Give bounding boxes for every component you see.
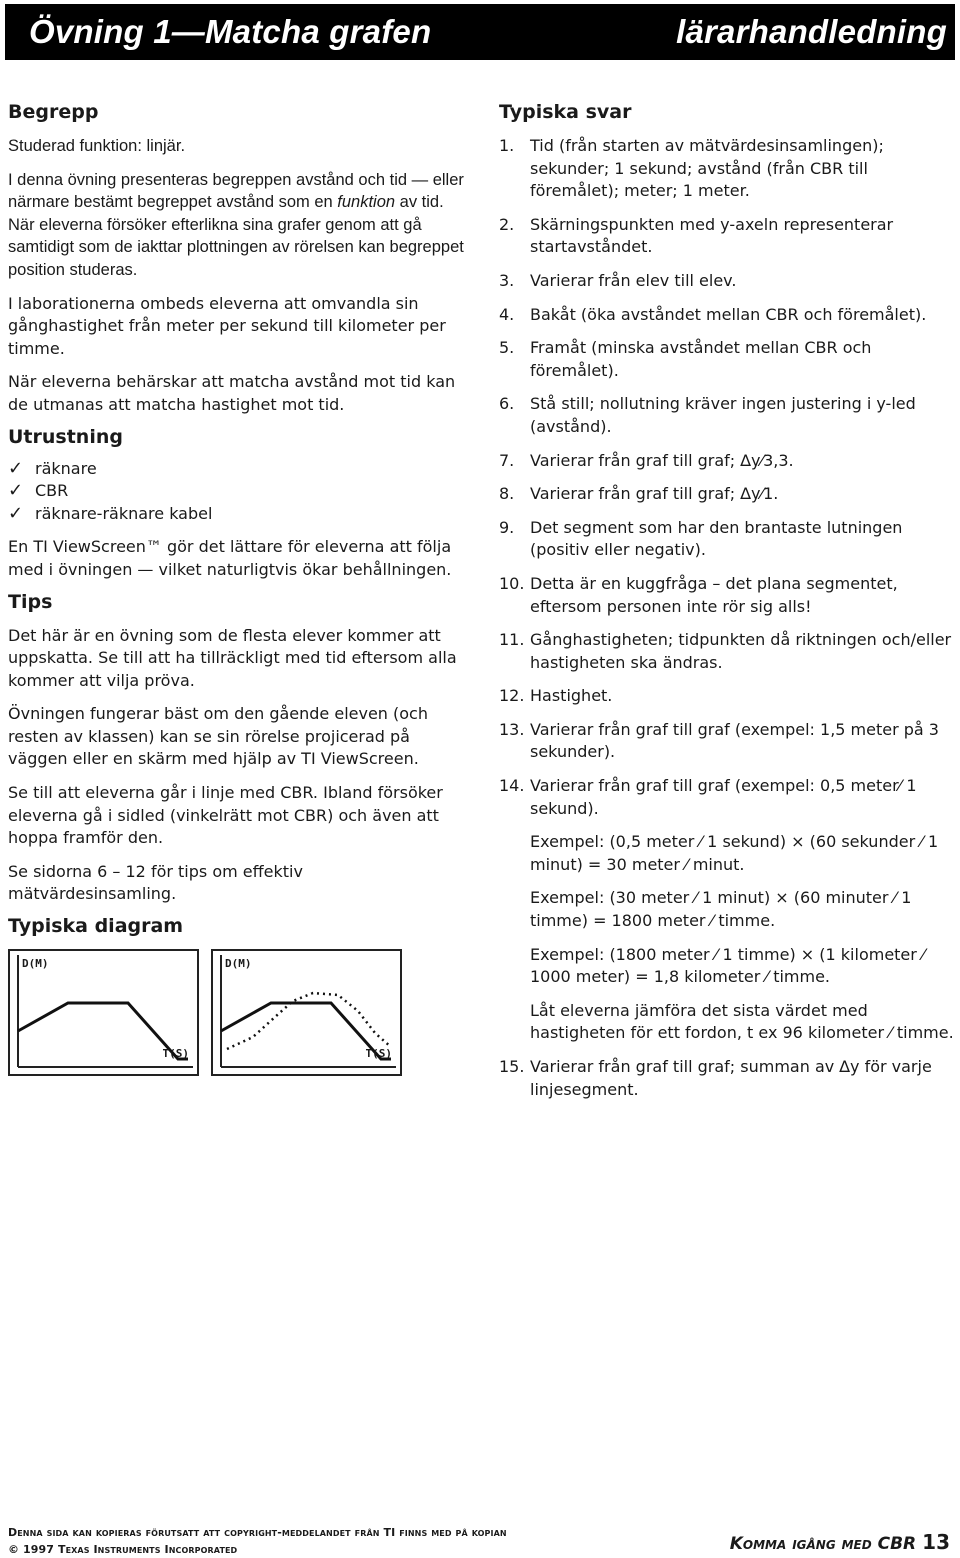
list-item	[499, 270, 954, 293]
answer-number: 9.	[499, 517, 515, 537]
answer-number: 13.	[499, 719, 525, 739]
calculator-screen-1	[8, 949, 199, 1076]
answer-text: Detta är en kuggfråga – det plana segmentet, eftersom personen inte rör sig alls!	[530, 573, 898, 616]
answer-text: Bakåt (öka avståndet mellan CBR och föremålet).	[530, 304, 927, 324]
list-item	[499, 483, 954, 506]
example-3: Exempel: (1800 meter ⁄ 1 timme) × (1 kilometer ⁄ 1000 meter) = 1,8 kilometer ⁄ timme.	[530, 944, 925, 987]
begrepp-p2-emphasis: funktion	[337, 193, 396, 212]
utrustning-paragraph: En TI ViewScreen™ gör det lättare för eleverna att följa med i övningen — vilket naturligtvis ökar behållningen.	[8, 537, 452, 579]
answer-number: 11.	[499, 630, 525, 650]
equipment-item: räknare-räknare kabel	[35, 503, 213, 523]
y-axis-label: D(M)	[225, 957, 252, 971]
equipment-list	[8, 458, 468, 526]
begrepp-paragraph-2	[8, 169, 468, 282]
answer-number: 4.	[499, 304, 515, 324]
begrepp-p2-text-b: av tid. När eleverna försöker efterlikna sina grafer genom att gå samtidigt som de iakttar plottningen av rörelsen kan begreppet position studeras.	[8, 193, 464, 279]
example-1: Exempel: (0,5 meter ⁄ 1 sekund) × (60 sekunder ⁄ 1 minut) = 30 meter ⁄ minut.	[530, 832, 939, 874]
tips-heading: Tips	[8, 590, 53, 613]
right-column	[499, 100, 954, 1101]
answer-number: 14.	[499, 776, 525, 796]
begrepp-heading: Begrepp	[8, 101, 99, 123]
begrepp-paragraph-3: I laborationerna ombeds eleverna att omvandla sin gånghastighet från meter per sekund till kilometer per timme.	[8, 293, 446, 358]
utrustning-heading: Utrustning	[8, 425, 123, 448]
answer-text: Skärningspunkten med y-axeln representerar startavståndet.	[530, 214, 894, 257]
x-axis-label: T(S)	[365, 1047, 392, 1061]
list-item	[8, 503, 468, 526]
answer-text: Stå still; nollutning kräver ingen justering i y-led (avstånd).	[530, 394, 916, 436]
answer-text: Framåt (minska avståndet mellan CBR och föremålet).	[530, 338, 872, 380]
list-item	[499, 1056, 954, 1101]
diagram-heading: Typiska diagram	[8, 915, 184, 938]
begrepp-paragraph-4: När eleverna behärskar att matcha avstånd mot tid kan de utmanas att matcha hastighet mot tid.	[8, 372, 456, 414]
answers-list	[499, 135, 954, 820]
list-item	[499, 214, 954, 259]
begrepp-paragraph-1: Studerad funktion: linjär.	[8, 137, 186, 155]
answer-number: 5.	[499, 338, 515, 358]
answer-15	[499, 1056, 954, 1101]
page-header	[5, 4, 955, 60]
answer-text: Tid (från starten av mätvärdesinsamlingen); sekunder; 1 sekund; avstånd (från CBR till föremålet); meter; 1 meter.	[530, 136, 884, 201]
footer-copy-notice: Denna sida kan kopieras förutsatt att copyright-meddelandet från TI finns med på kopian	[8, 1526, 507, 1539]
footer-book-title: Komma igång med CBR	[729, 1534, 917, 1554]
typiska-svar-heading: Typiska svar	[499, 101, 632, 123]
answer-text: Varierar från graf till graf (exempel: 0,5 meter⁄ 1 sekund).	[530, 776, 917, 818]
example-4: Låt eleverna jämföra det sista värdet med hastigheten för ett fordon, t ex 96 kilometer ⁄ timme.	[530, 1000, 954, 1043]
answer-number: 3.	[499, 270, 515, 290]
checkmark-icon: ✓	[8, 457, 24, 479]
list-item	[499, 719, 954, 764]
answer-number: 10.	[499, 573, 525, 593]
list-item	[499, 517, 954, 562]
answer-text: Gånghastigheten; tidpunkten då riktningen och/eller hastigheten ska ändras.	[530, 630, 952, 672]
list-item	[499, 393, 954, 438]
list-item	[499, 337, 954, 382]
answer-text: Varierar från graf till graf; ∆y⁄3,3.	[530, 450, 794, 470]
diagram-row	[8, 949, 468, 1076]
answer-text: Det segment som har den brantaste lutningen (positiv eller negativ).	[530, 517, 903, 560]
tips-paragraph-4: Se sidorna 6 – 12 för tips om effektiv mätvärdesinsamling.	[8, 861, 303, 904]
example-2: Exempel: (30 meter ⁄ 1 minut) × (60 minuter ⁄ 1 timme) = 1800 meter ⁄ timme.	[530, 888, 912, 931]
answer-number: 6.	[499, 394, 515, 414]
answer-number: 2.	[499, 214, 515, 234]
answer-number: 12.	[499, 686, 525, 706]
answer-number: 15.	[499, 1057, 525, 1076]
equipment-item: räknare	[35, 458, 97, 478]
list-item	[499, 573, 954, 618]
list-item	[499, 304, 954, 327]
y-axis-label: D(M)	[22, 957, 49, 971]
answer-number: 8.	[499, 484, 515, 504]
answer-text: Varierar från elev till elev.	[530, 270, 737, 290]
answer-text: Varierar från graf till graf; summan av ∆y för varje linjesegment.	[530, 1057, 932, 1099]
tips-paragraph-3: Se till att eleverna går i linje med CBR. Ibland försöker eleverna gå i sidled (vinkelrätt mot CBR) och även att hoppa framför den.	[8, 783, 443, 848]
checkmark-icon: ✓	[8, 480, 24, 502]
footer-book	[730, 1530, 950, 1554]
footer-copyright	[8, 1524, 507, 1558]
page-title: Övning 1—Matcha grafen	[29, 13, 432, 50]
list-item	[8, 458, 468, 481]
footer-copyright-line: © 1997 Texas Instruments Incorporated	[8, 1543, 238, 1556]
page-subtitle: lärarhandledning	[676, 13, 947, 50]
equipment-item: CBR	[35, 481, 69, 501]
list-item	[499, 450, 954, 473]
list-item	[499, 135, 954, 203]
list-item	[499, 685, 954, 708]
checkmark-icon: ✓	[8, 502, 24, 524]
begrepp-p2-text-a: I denna övning presenteras begreppen avstånd och tid — eller närmare bestämt begreppet avstånd som en	[8, 170, 464, 212]
answer-text: Hastighet.	[530, 686, 613, 706]
left-column	[8, 100, 468, 1076]
answer-number: 7.	[499, 450, 515, 470]
calculator-screen-2	[211, 949, 402, 1076]
page-number: 13	[922, 1530, 950, 1554]
list-item	[8, 480, 468, 503]
answer-text: Varierar från graf till graf (exempel: 1,5 meter på 3 sekunder).	[530, 719, 939, 762]
answer-number: 1.	[499, 136, 515, 155]
list-item	[499, 775, 954, 820]
tips-paragraph-2: Övningen fungerar bäst om den gående eleven (och resten av klassen) kan se sin rörelse projicerad på väggen eller en skärm med hjälp av TI ViewScreen.	[8, 704, 428, 769]
tips-paragraph-1: Det här är en övning som de flesta elever kommer att uppskatta. Se till att ha tillräckligt med tid eftersom alla kommer att vilja pröva.	[8, 625, 457, 690]
x-axis-label: T(S)	[162, 1047, 189, 1061]
list-item	[499, 629, 954, 674]
answer-text: Varierar från graf till graf; ∆y⁄1.	[530, 484, 779, 504]
